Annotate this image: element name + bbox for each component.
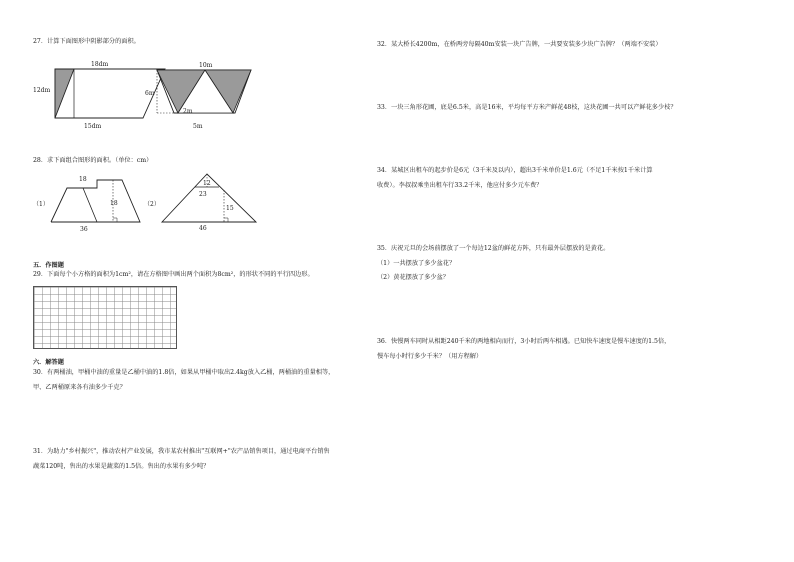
q28-fig2-bottom: 46 — [199, 225, 207, 232]
parallelogram-figure — [40, 64, 170, 134]
fig1-left-label: 12dm — [33, 87, 51, 94]
q27-text: 27．计算下面图形中阴影部分的面积。 — [33, 38, 140, 45]
q31-line-1: 31．为助力"乡村振兴"，推动农村产业发展，我市某农村推出"互联网+"农产品销售项目，通过电商平台销售 — [33, 448, 330, 455]
square-grid[interactable] — [33, 286, 177, 349]
q34-line-2: 收费）。李叔叔乘坐出租车行33.2千米，他应付多少元车费？ — [377, 182, 543, 189]
trapezoid-figure — [155, 68, 255, 123]
section-5-heading: 五．作图题 — [33, 262, 64, 269]
q29-text: 29．下面每个小方格的面积为1cm²，请在方格图中画出两个面积为8cm²，的形状不同的平行四边形。 — [33, 271, 314, 278]
fig1-top-label: 18dm — [91, 61, 109, 68]
q30-line-2: 甲、乙两桶原来各有油多少千克？ — [33, 384, 126, 391]
fig2-small-label: 2m — [183, 108, 193, 115]
composite-figure-1 — [49, 178, 144, 228]
q31-line-2: 蔬菜120吨，售出的水果是蔬菜的1.5倍。售出的水果有多少吨？ — [33, 463, 210, 470]
q34-line-1: 34．某城区出租车的起步价是6元（3千米及以内），超出3千米单价是1.6元（不足1千米按1千米计算 — [377, 167, 653, 174]
q30-line-1: 30．有两桶油，甲桶中油的重量是乙桶中油的1.8倍，如果从甲桶中取出2.4kg放入乙桶，两桶油的重量相等， — [33, 369, 335, 376]
fig1-bottom-label: 15dm — [84, 123, 102, 130]
q28-fig1-bottom: 36 — [80, 226, 88, 233]
q33-text: 33．一块三角形花圃，底是6.5米，高是16米，平均每平方米产鲜花48枝，这块花圃一共可以产鲜花多少枝？ — [377, 104, 677, 111]
q28-fig1-top: 18 — [79, 176, 87, 183]
section-6-heading: 六．解答题 — [33, 359, 64, 366]
q35-part-1: （1）一共摆放了多少盆花？ — [377, 260, 456, 267]
q28-fig2-number: （2） — [144, 201, 160, 208]
q28-fig1-height: 18 — [110, 200, 118, 207]
q28-text: 28．求下面组合图形的面积。（单位：cm） — [33, 157, 153, 164]
q36-line-1: 36．快慢两车同时从相距240千米的两地相向而行，3小时后两车相遇。已知快车速度是慢车速度的1.5倍， — [377, 338, 671, 345]
q28-fig2-height: 15 — [226, 205, 234, 212]
q28-fig2-mid: 23 — [199, 191, 207, 198]
q28-fig1-number: （1） — [33, 201, 49, 208]
fig2-bottom-label: 5m — [193, 123, 203, 130]
q35-part-2: （2）黄花摆放了多少盆？ — [377, 274, 449, 281]
q28-fig2-top: 12 — [203, 180, 211, 187]
fig2-left-label: 6m — [145, 90, 155, 97]
q35-line-1: 35．庆祝元旦的会场前摆放了一个每边12盆的鲜花方阵，只有最外层摆放的是黄花。 — [377, 245, 610, 252]
fig2-top-label: 10m — [199, 62, 213, 69]
q36-line-2: 慢车每小时行多少千米？（用方程解） — [377, 353, 483, 360]
q32-text: 32．某大桥长4200m，在桥两旁每隔40m安装一块广告牌，一共要安装多少块广告牌？（两端不安装） — [377, 41, 662, 48]
